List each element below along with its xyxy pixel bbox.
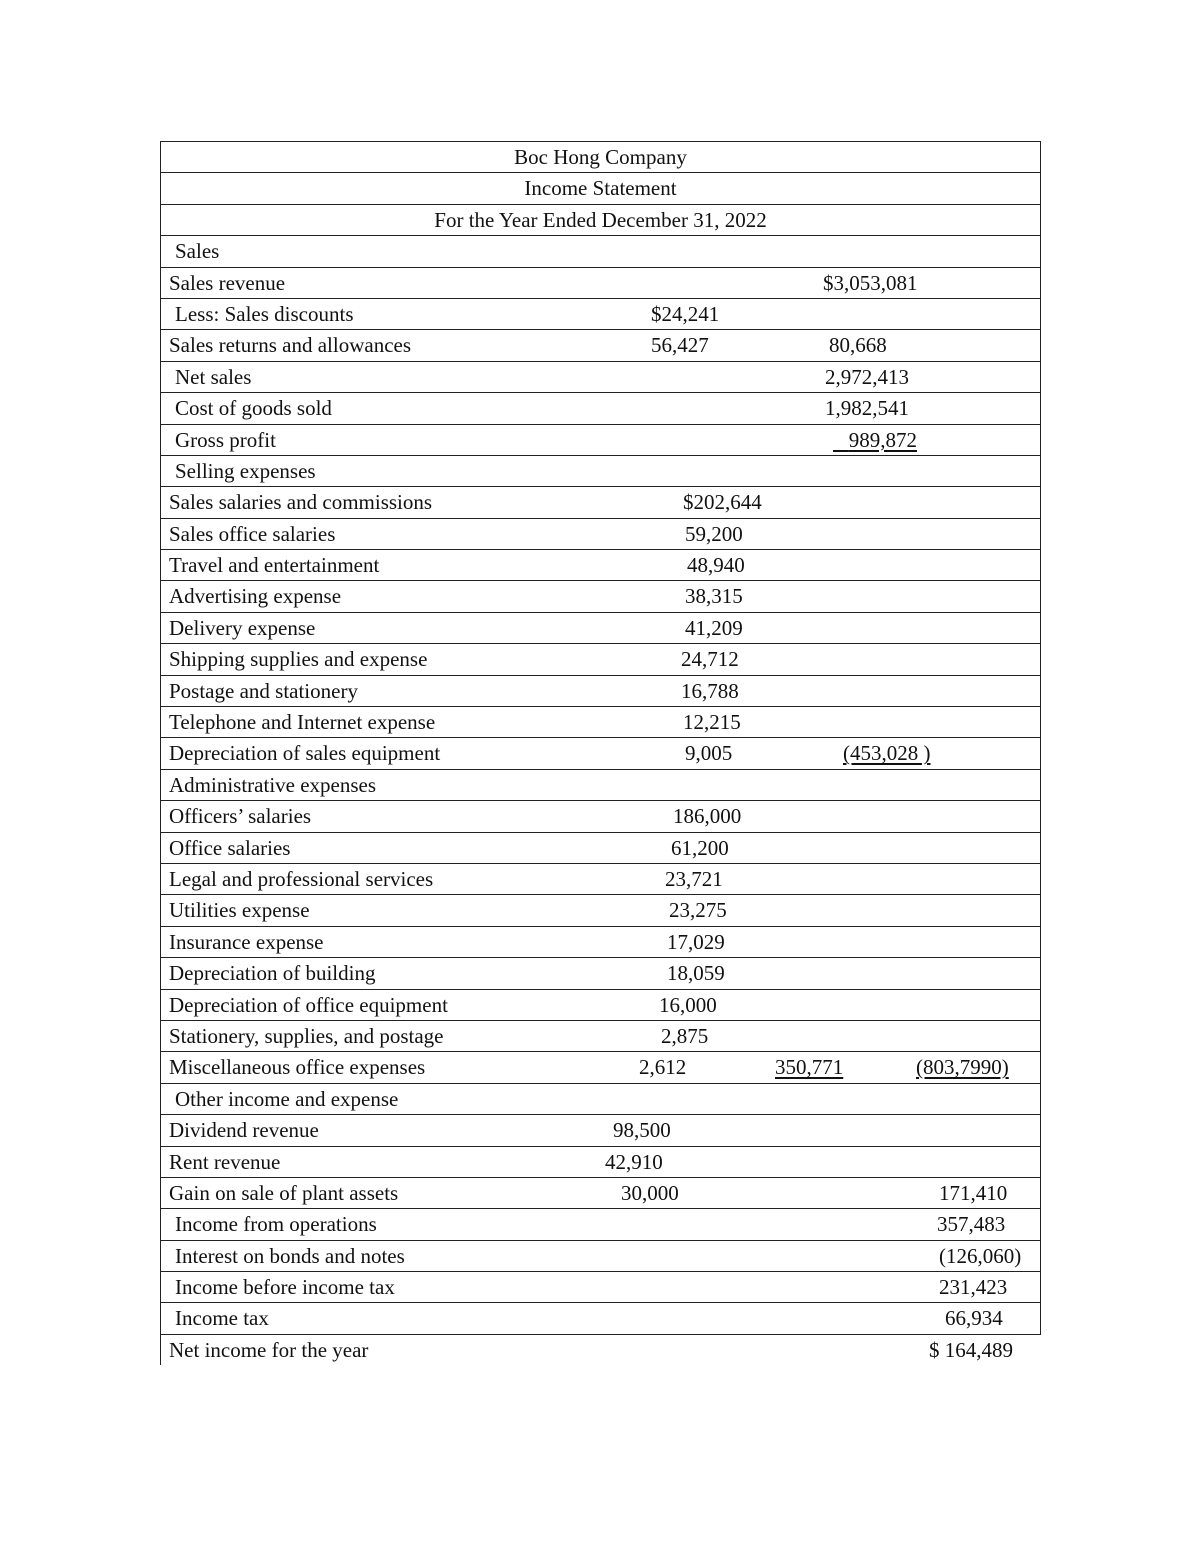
amount-c4: 357,483 [937, 1212, 1006, 1237]
row-label: Sales revenue [169, 270, 286, 295]
amount-c4: $ 164,489 [929, 1337, 1013, 1362]
row-legal-and-professional-services [161, 864, 1041, 895]
row-label: Sales salaries and commissions [169, 490, 433, 515]
row-net-sales [161, 362, 1041, 393]
row-label: Utilities expense [169, 898, 310, 923]
amount-c3: $3,053,081 [823, 270, 918, 295]
row-label: Depreciation of office equipment [169, 992, 448, 1017]
amount-c2: 61,200 [671, 835, 729, 860]
row-label: Depreciation of sales equipment [169, 741, 441, 766]
amount-c3: 1,982,541 [825, 396, 909, 421]
amount-c4: (126,060) [939, 1243, 1022, 1268]
row-label: Cost of goods sold [175, 396, 332, 421]
row-label: Insurance expense [169, 929, 324, 954]
amount-c2: 18,059 [667, 961, 725, 986]
amount-c2: 186,000 [673, 804, 742, 829]
row-label: Interest on bonds and notes [175, 1243, 405, 1268]
row-less-sales-discounts [161, 299, 1041, 330]
amount-c1: 30,000 [621, 1180, 679, 1205]
amount-c2: 56,427 [651, 333, 709, 358]
row-label: Net income for the year [169, 1337, 369, 1362]
row-label: Miscellaneous office expenses [169, 1055, 426, 1080]
row-advertising-expense [161, 581, 1041, 612]
row-label: Sales [175, 239, 220, 264]
amount-c2: 38,315 [685, 584, 743, 609]
row-income-tax [161, 1303, 1041, 1334]
statement-title: Income Statement [524, 176, 677, 201]
row-label: Sales office salaries [169, 521, 336, 546]
row-label: Less: Sales discounts [175, 301, 354, 326]
amount-c2: 16,788 [681, 678, 739, 703]
row-rent-revenue [161, 1147, 1041, 1178]
amount-c3: (453,028 ) [843, 741, 931, 766]
line-items [161, 236, 1041, 1365]
row-label: Telephone and Internet expense [169, 710, 436, 735]
row-shipping-supplies-and-expense [161, 644, 1041, 675]
row-depreciation-of-office-equipment [161, 990, 1041, 1021]
row-label: Shipping supplies and expense [169, 647, 428, 672]
row-officers-salaries [161, 801, 1041, 832]
row-label: Dividend revenue [169, 1118, 319, 1143]
row-other-income-and-expense [161, 1084, 1041, 1115]
row-label: Rent revenue [169, 1149, 281, 1174]
amount-c4: 171,410 [939, 1180, 1008, 1205]
row-dividend-revenue [161, 1115, 1041, 1146]
row-label: Travel and entertainment [169, 553, 380, 578]
amount-c2: 2,612 [639, 1055, 687, 1080]
row-utilities-expense [161, 895, 1041, 926]
row-label: Net sales [175, 364, 252, 389]
amount-c2: 9,005 [685, 741, 733, 766]
row-net-income-for-the-year [161, 1335, 1041, 1365]
row-insurance-expense [161, 927, 1041, 958]
statement-title-row [161, 173, 1041, 204]
amount-c2: 59,200 [685, 521, 743, 546]
row-label: Income from operations [175, 1212, 377, 1237]
underline-pad [833, 428, 849, 452]
row-sales-office-salaries [161, 519, 1041, 550]
amount-c2: 23,721 [665, 866, 723, 891]
row-label: Gain on sale of plant assets [169, 1180, 399, 1205]
amount-c2: 23,275 [669, 898, 727, 923]
row-miscellaneous-office-expenses [161, 1052, 1041, 1083]
row-gain-on-sale-of-plant-assets [161, 1178, 1041, 1209]
row-label: Officers’ salaries [169, 804, 312, 829]
row-stationery-supplies-and-postage [161, 1021, 1041, 1052]
company-name: Boc Hong Company [514, 145, 687, 169]
row-income-from-operations [161, 1209, 1041, 1240]
row-label: Selling expenses [175, 458, 316, 483]
row-delivery-expense [161, 613, 1041, 644]
row-sales-returns-and-allowances [161, 330, 1041, 361]
row-administrative-expenses [161, 770, 1041, 801]
row-postage-and-stationery [161, 676, 1041, 707]
row-sales [161, 236, 1041, 267]
amount-c4: 66,934 [945, 1306, 1003, 1331]
amount-c2: 48,940 [687, 553, 745, 578]
row-travel-and-entertainment [161, 550, 1041, 581]
row-depreciation-of-building [161, 958, 1041, 989]
row-label: Postage and stationery [169, 678, 358, 703]
row-sales-revenue [161, 268, 1041, 299]
row-depreciation-of-sales-equipment [161, 738, 1041, 769]
row-label: Legal and professional services [169, 866, 434, 891]
amount-c2: 24,712 [681, 647, 739, 672]
statement-period: For the Year Ended December 31, 2022 [434, 207, 767, 232]
row-sales-salaries-and-commissions [161, 487, 1041, 518]
row-interest-on-bonds-and-notes [161, 1241, 1041, 1272]
row-label: Administrative expenses [169, 772, 377, 797]
row-telephone-and-internet-expense [161, 707, 1041, 738]
row-office-salaries [161, 833, 1041, 864]
amount-c3: 350,771 [775, 1055, 844, 1080]
amount-c2: $24,241 [651, 301, 720, 326]
row-label: Delivery expense [169, 615, 316, 640]
period-row [161, 205, 1041, 236]
amount-c2: $202,644 [683, 490, 762, 515]
row-label: Stationery, supplies, and postage [169, 1023, 444, 1048]
row-cost-of-goods-sold [161, 393, 1041, 424]
amount-c2: 16,000 [659, 992, 717, 1017]
amount-c2: 41,209 [685, 615, 743, 640]
amount-c2: 17,029 [667, 929, 725, 954]
amount-c3 [833, 425, 917, 455]
row-label: Depreciation of building [169, 961, 376, 986]
amount-c1: 42,910 [605, 1149, 663, 1174]
amount-c2: 12,215 [683, 710, 741, 735]
row-label: Other income and expense [175, 1086, 399, 1111]
amount-c1: 98,500 [613, 1118, 671, 1143]
row-label: Office salaries [169, 835, 291, 860]
row-label: Income before income tax [175, 1275, 395, 1300]
row-label: Advertising expense [169, 584, 342, 609]
row-label: Income tax [175, 1306, 269, 1331]
row-selling-expenses [161, 456, 1041, 487]
row-label: Sales returns and allowances [169, 333, 412, 358]
amount-c4: (803,7990) [916, 1055, 1009, 1080]
row-label: Gross profit [175, 427, 276, 452]
amount-c3: 80,668 [829, 333, 887, 358]
row-income-before-income-tax [161, 1272, 1041, 1303]
amount-c3: 2,972,413 [825, 364, 909, 389]
amount-c2: 2,875 [661, 1023, 709, 1048]
row-gross-profit [161, 425, 1041, 456]
amount-c4: 231,423 [939, 1275, 1008, 1300]
gross-profit-value: 989,872 [848, 427, 917, 452]
income-statement-table [160, 141, 1041, 1365]
company-name-row [161, 142, 1041, 173]
